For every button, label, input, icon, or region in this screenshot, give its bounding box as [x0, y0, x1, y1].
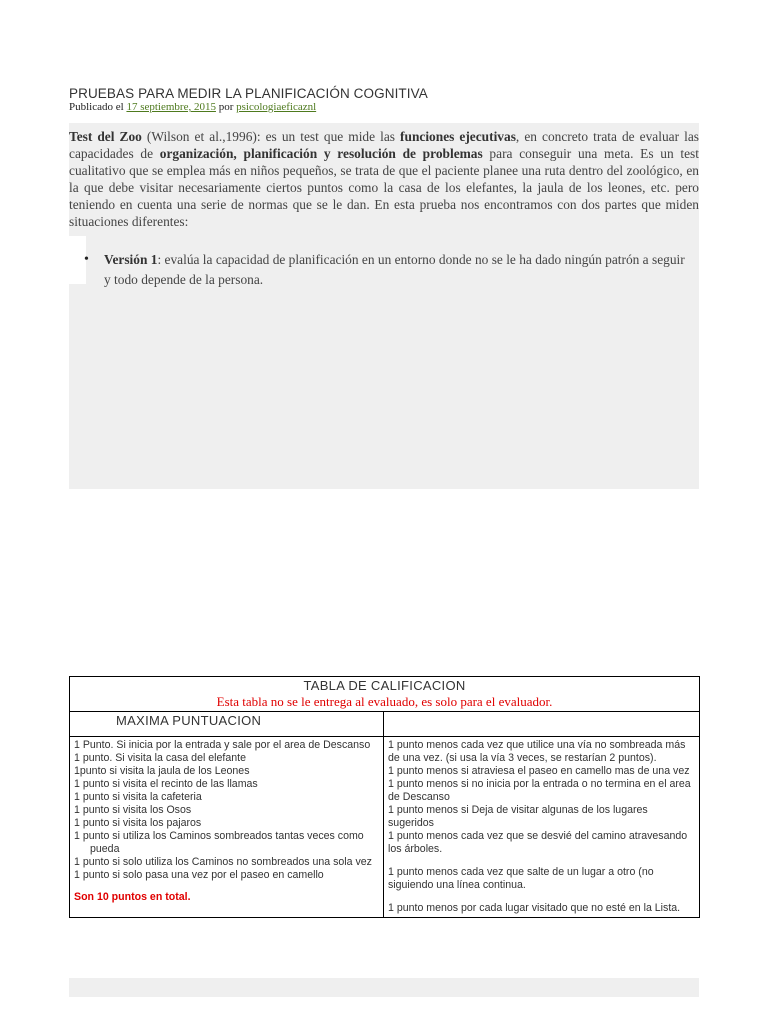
table-header — [70, 677, 700, 712]
version-1-text: : evalúa la capacidad de planificación en un entorno donde no se le ha dado ningún patrón a seguir y todo depende de la persona. — [104, 252, 685, 287]
page-title: PRUEBAS PARA MEDIR LA PLANIFICACIÓN COGNITIVA — [69, 86, 428, 101]
table-note: Esta tabla no se le entrega al evaluado, es solo para el evaluador. — [216, 694, 553, 709]
scoring-table — [69, 676, 700, 918]
post-meta — [69, 101, 316, 113]
by-label: por — [218, 101, 234, 113]
max-score-label: MAXIMA PUNTUACION — [70, 712, 384, 737]
list-item: 1 punto si solo pasa una vez por el paseo en camello — [74, 869, 324, 881]
list-item: 1 punto. Si visita la casa del elefante — [74, 752, 246, 764]
list-item: 1 punto menos si atraviesa el paseo en camello mas de una vez — [388, 765, 690, 777]
intro-paragraph — [69, 128, 699, 231]
list-item: 1 punto si visita los Osos — [74, 804, 192, 816]
list-item: 1 punto menos cada vez que se desvié del camino atravesando los árboles. — [388, 830, 688, 855]
list-item: 1 punto menos cada vez que utilice una vía no sombreada más de una vez. (si usa la vía 3 veces, se restarían 2 puntos). — [388, 739, 686, 764]
version-1-item — [104, 250, 694, 289]
spacer — [388, 856, 695, 866]
list-item: 1 punto menos si no inicia por la entrada o no termina en el area de Descanso — [388, 778, 691, 803]
list-item: 1 punto si visita los pajaros — [74, 817, 202, 829]
footer-background — [69, 978, 699, 997]
deductions-column — [384, 737, 700, 918]
list-item: 1punto si visita la jaula de los Leones — [74, 765, 250, 777]
author-link[interactable]: psicologiaeficaznl — [236, 101, 317, 113]
version-1-label: Versión 1 — [104, 252, 158, 267]
list-item: 1 punto si visita la cafeteria — [74, 791, 202, 803]
post-date-link[interactable]: 17 septiembre, 2015 — [126, 101, 216, 113]
list-item: 1 punto si utiliza los Caminos sombreados tantas veces como pueda — [74, 830, 364, 855]
spacer — [388, 892, 695, 902]
test-name: Test del Zoo — [69, 129, 142, 144]
published-prefix: Publicado el — [69, 101, 124, 113]
list-item: 1 punto menos si Deja de visitar algunas de los lugares sugeridos — [388, 804, 648, 829]
intro-bold-1: funciones ejecutivas — [400, 129, 516, 144]
intro-text-1: (Wilson et al.,1996): es un test que mide las — [141, 129, 401, 144]
list-item: 1 punto si visita el recinto de las llamas — [74, 778, 258, 790]
points-column — [70, 737, 384, 918]
table-title: TABLA DE CALIFICACION — [303, 678, 466, 693]
max-score-empty-cell — [384, 712, 700, 737]
list-item: 1 punto menos cada vez que salte de un lugar a otro (no siguiendo una línea continua. — [388, 866, 654, 891]
list-item: 1 punto menos por cada lugar visitado que no esté en la Lista. — [388, 902, 681, 914]
list-item: 1 Punto. Si inicia por la entrada y sale por el area de Descanso — [74, 739, 371, 751]
list-item: 1 punto si solo utiliza los Caminos no sombreados una sola vez — [74, 856, 372, 868]
intro-text-3: para conseguir una meta. Es un test cualitativo que se emplea más en niños pequeños, se trata de que el paciente planee una ruta dentro del zoológico, en la que debe visitar necesariamente ciertos puntos como la casa de los elefantes, la jaula de los leones, etc. pero teniendo en cuenta una serie de normas que se le dan. En esta prueba nos encontramos con dos partes que miden situaciones diferentes: — [69, 146, 699, 230]
intro-bold-2: organización, planificación y resolución de problemas — [159, 146, 483, 162]
bullet-dot-icon: • — [84, 252, 89, 267]
intro-text-2: , en concreto trata de evaluar las capacidades de — [69, 129, 699, 162]
total-points: Son 10 puntos en total. — [74, 891, 191, 903]
